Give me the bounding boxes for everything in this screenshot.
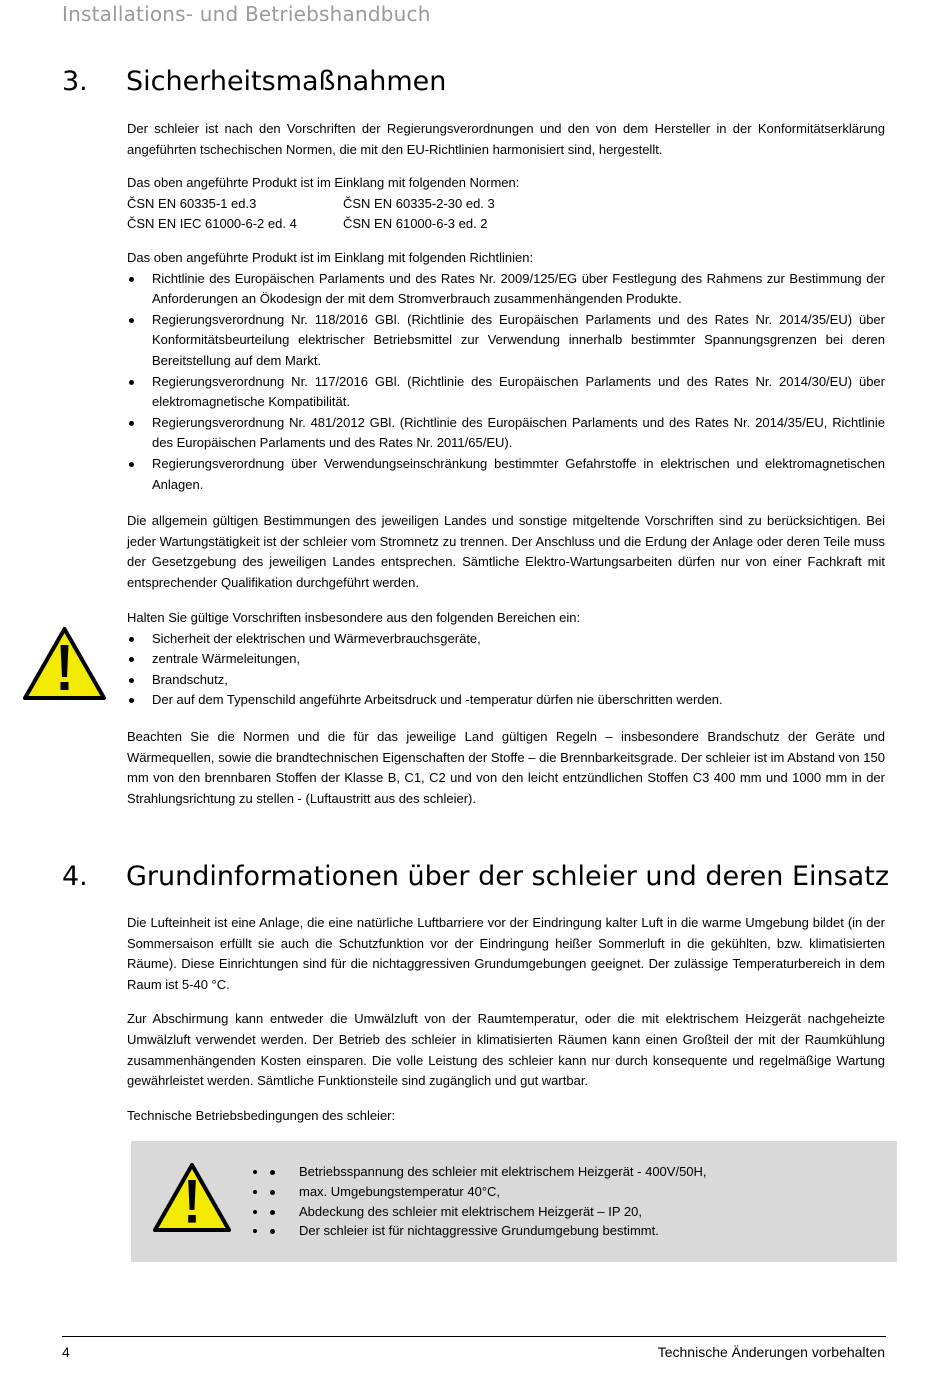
norm-item: ČSN EN IEC 61000-6-2 ed. 4 bbox=[127, 216, 297, 232]
directive-item: Richtlinie des Europäischen Parlaments und des Rates Nr. 2009/125/EG über Festlegung des Rahmens zur Bestimmung der Anforderungen an Ökodesign der mit dem Stromverbrauch zusammenhängenden Produkte. bbox=[127, 269, 885, 310]
norm-row bbox=[127, 194, 885, 215]
section-4-paragraph-1: Die Lufteinheit ist eine Anlage, die eine natürliche Luftbarriere vor der Eindringung kalter Luft in die warme Umgebung bildet (in der Sommersaison erfüllt sie auch die Schutzfunktion vor der Eindringung heißer Sommerluft in die gekühlten, bzw. klimatisierten Räume). Diese Einrichtungen sind für die nichtaggressiven Grundumgebungen geeignet. Der zulässige Temperaturbereich in dem Raum ist 5-40 °C. bbox=[127, 915, 885, 992]
directives-intro: Das oben angeführte Produkt ist im Einklang mit folgenden Richtlinien: bbox=[127, 250, 534, 265]
section-4-title: Grundinformationen über der schleier und deren Einsatz bbox=[126, 861, 889, 892]
fire-safety-block bbox=[127, 727, 885, 809]
general-block bbox=[127, 511, 885, 593]
warning-item: Brandschutz, bbox=[127, 670, 885, 691]
directives-list bbox=[127, 269, 885, 496]
condition-item: • Betriebsspannung des schleier mit elektrischem Heizgerät - 400V/50H, bbox=[268, 1162, 868, 1182]
warning-item: Der auf dem Typenschild angeführte Arbeitsdruck und -temperatur dürfen nie überschritten werden. bbox=[127, 690, 885, 711]
norm-item: ČSN EN 60335-2-30 ed. 3 bbox=[343, 195, 495, 211]
warning-triangle-icon bbox=[22, 626, 107, 702]
footer-note: Technische Änderungen vorbehalten bbox=[657, 1344, 885, 1360]
page-number: 4 bbox=[62, 1344, 70, 1360]
section-3-intro-block bbox=[127, 119, 885, 160]
footer-divider bbox=[62, 1336, 886, 1337]
warning-intro: Halten Sie gültige Vorschriften insbesondere aus den folgenden Bereichen ein: bbox=[127, 610, 581, 625]
norms-intro: Das oben angeführte Produkt ist im Einklang mit folgenden Normen: bbox=[127, 175, 520, 190]
section-3-intro: Der schleier ist nach den Vorschriften der Regierungsverordnungen und den von dem Hersteller in der Konformitätserklärung angeführten tschechischen Normen, die mit den EU-Richtlinien harmonisiert sind, hergestellt. bbox=[127, 121, 885, 157]
directive-item: Regierungsverordnung Nr. 117/2016 GBl. (Richtlinie des Europäischen Parlaments und des Rates Nr. 2014/30/EU) über elektromagnetische Kompatibilität. bbox=[127, 372, 885, 413]
norm-row bbox=[127, 214, 885, 235]
section-3-title: Sicherheitsmaßnahmen bbox=[126, 66, 447, 97]
general-rules: Die allgemein gültigen Bestimmungen des jeweiligen Landes und sonstige mitgeltende Vorschriften sind zu berücksichtigen. Bei jeder Wartungstätigkeit ist der schleier vom Stromnetz zu trennen. Der Anschluss und die Erdung der Anlage oder deren Teile muss der Gesetzgebung des jeweiligen Landes entsprechen. Sämtliche Elektro-Wartungsarbeiten dürfen nur von einer Fachkraft mit entsprechender Qualifikation durchgeführt werden. bbox=[127, 513, 885, 590]
section-4-number: 4. bbox=[62, 861, 88, 892]
norm-item: ČSN EN 60335-1 ed.3 bbox=[127, 195, 257, 211]
warning-list bbox=[127, 629, 885, 711]
running-header: Installations- und Betriebshandbuch bbox=[62, 2, 431, 26]
technical-conditions-box bbox=[131, 1141, 897, 1262]
directives-block bbox=[127, 248, 885, 495]
fire-safety: Beachten Sie die Normen und die für das jeweilige Land gültigen Regeln – insbesondere Brandschutz der Geräte und Wärmequellen, sowie die brandtechnischen Eigenschaften der Stoffe – die Brennbarkeitsgrade. Der schleier ist im Abstand von 150 mm von den brennbaren Stoffen der Klasse B, C1, C2 und von den leicht entzündlichen Stoffen C3 400 mm und 1000 mm in der Strahlungsrichtung zu stellen - (Luftaustritt aus des schleier). bbox=[127, 729, 885, 806]
norm-item: ČSN EN 61000-6-3 ed. 2 bbox=[343, 216, 488, 232]
warning-item: zentrale Wärmeleitungen, bbox=[127, 649, 885, 670]
directive-item: Regierungsverordnung über Verwendungseinschränkung bestimmter Gefahrstoffe in elektrischen und elektromagnetischen Anlagen. bbox=[127, 454, 885, 495]
condition-item: • Abdeckung des schleier mit elektrischem Heizgerät – IP 20, bbox=[268, 1202, 868, 1222]
condition-item: • max. Umgebungstemperatur 40°C, bbox=[268, 1182, 868, 1202]
directive-item: Regierungsverordnung Nr. 118/2016 GBl. (Richtlinie des Europäischen Parlaments und des Rates Nr. 2014/35/EU) über Konformitätsbeurteilung elektrischer Betriebsmittel zur Verwendung innerhalb bestimmter Spannungsgrenzen bei deren Bereitstellung auf dem Markt. bbox=[127, 310, 885, 372]
section-3-number: 3. bbox=[62, 66, 88, 97]
section-4-block bbox=[127, 913, 885, 1126]
section-3-heading bbox=[62, 66, 446, 97]
condition-item: • Der schleier ist für nichtaggressive Grundumgebung bestimmt. bbox=[268, 1221, 868, 1241]
warning-item: Sicherheit der elektrischen und Wärmeverbrauchsgeräte, bbox=[127, 629, 885, 650]
conditions-intro: Technische Betriebsbedingungen des schleier: bbox=[127, 1107, 396, 1123]
section-4-paragraph-2: Zur Abschirmung kann entweder die Umwälzluft von der Raumtemperatur, oder die mit elektrischem Heizgerät nachgeheizte Umwälzluft verwendet werden. Der Betrieb des schleier in klimatisierten Räumen kann einen Großteil der mit der Raumkühlung zusammenhängenden Kosten einsparen. Die volle Leistung des schleier kann nur durch konsequente und regelmäßige Wartung gewährleistet werden. Sämtliche Funktionsteile sind zugänglich und gut wartbar. bbox=[127, 1011, 885, 1089]
section-4-heading bbox=[62, 861, 889, 892]
technical-conditions-list bbox=[268, 1162, 868, 1241]
warning-triangle-icon bbox=[152, 1162, 232, 1234]
directive-item: Regierungsverordnung Nr. 481/2012 GBl. (Richtlinie des Europäischen Parlaments und des Rates Nr. 2014/35/EU, Richtlinie des Europäischen Parlaments und des Rates Nr. 2011/65/EU). bbox=[127, 413, 885, 454]
norms-block bbox=[127, 173, 885, 235]
warning-block bbox=[127, 608, 885, 711]
